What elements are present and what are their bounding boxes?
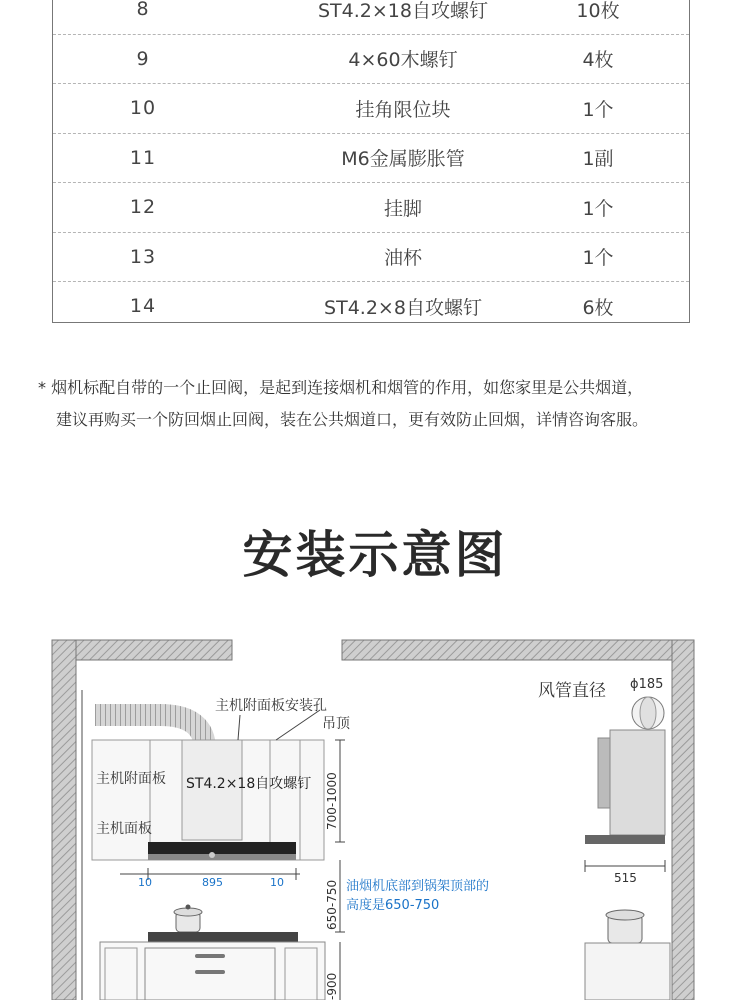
part-quantity: 10枚 bbox=[576, 0, 620, 22]
main-panel-label: 主机面板 bbox=[96, 821, 152, 837]
dimension-700-1000: 700-1000 bbox=[325, 772, 339, 830]
note-line-1: * 烟机标配自带的一个止回阀，是起到连接烟机和烟管的作用，如您家里是公共烟道， bbox=[38, 378, 644, 397]
table-row bbox=[53, 233, 689, 283]
height-note-line-1: 油烟机底部到锅架顶部的 bbox=[346, 879, 490, 894]
range-hood-side-view bbox=[585, 697, 670, 1000]
part-number: 8 bbox=[136, 0, 150, 21]
part-name: 4×60木螺钉 bbox=[348, 49, 458, 72]
installation-diagram bbox=[0, 630, 750, 1000]
dimension-right: 10 bbox=[270, 876, 284, 889]
table-row bbox=[53, 134, 689, 184]
part-name: 油杯 bbox=[383, 247, 422, 270]
table-row bbox=[53, 35, 689, 85]
part-number: 9 bbox=[136, 47, 150, 70]
table-row bbox=[53, 84, 689, 134]
part-quantity: 1个 bbox=[582, 247, 614, 270]
side-panel-label: 主机附面板 bbox=[96, 771, 166, 787]
part-quantity: 6枚 bbox=[582, 296, 614, 319]
side-depth-dimension: 515 bbox=[614, 871, 637, 885]
dimension-900: -900 bbox=[325, 972, 339, 1000]
part-number: 10 bbox=[129, 97, 157, 120]
part-quantity: 1个 bbox=[582, 98, 614, 121]
dimension-width: 895 bbox=[202, 876, 223, 889]
part-name: 挂脚 bbox=[383, 197, 422, 220]
installation-note bbox=[38, 372, 738, 436]
duct-label: 风管直径 bbox=[538, 681, 606, 701]
table-row bbox=[53, 0, 689, 35]
part-quantity: 1个 bbox=[582, 197, 614, 220]
part-quantity: 4枚 bbox=[582, 49, 614, 72]
hole-label: 主机附面板安装孔 bbox=[215, 698, 327, 714]
dimension-650-750: 650-750 bbox=[325, 879, 339, 930]
part-number: 13 bbox=[129, 245, 157, 268]
table-row bbox=[53, 282, 689, 331]
part-name: ST4.2×8自攻螺钉 bbox=[324, 296, 482, 319]
parts-table bbox=[52, 0, 690, 323]
table-row bbox=[53, 183, 689, 233]
section-title: 安装示意图 bbox=[242, 526, 508, 584]
dimension-left: 10 bbox=[138, 876, 152, 889]
ceiling-label: 吊顶 bbox=[322, 716, 350, 732]
stove-and-cabinet bbox=[100, 905, 325, 1000]
part-name: 挂角限位块 bbox=[355, 98, 451, 121]
screw-label: ST4.2×18自攻螺钉 bbox=[186, 776, 312, 792]
part-name: M6金属膨胀管 bbox=[341, 148, 465, 171]
part-number: 12 bbox=[129, 196, 157, 219]
part-name: ST4.2×18自攻螺钉 bbox=[318, 0, 488, 22]
duct-diameter: ϕ185 bbox=[630, 677, 664, 692]
note-line-2: 建议再购买一个防回烟止回阀，装在公共烟道口，更有效防止回烟，详情咨询客服。 bbox=[56, 410, 649, 429]
part-number: 14 bbox=[129, 295, 157, 318]
part-quantity: 1副 bbox=[582, 148, 614, 171]
height-note-line-2: 高度是650-750 bbox=[346, 898, 440, 913]
part-number: 11 bbox=[129, 146, 157, 169]
